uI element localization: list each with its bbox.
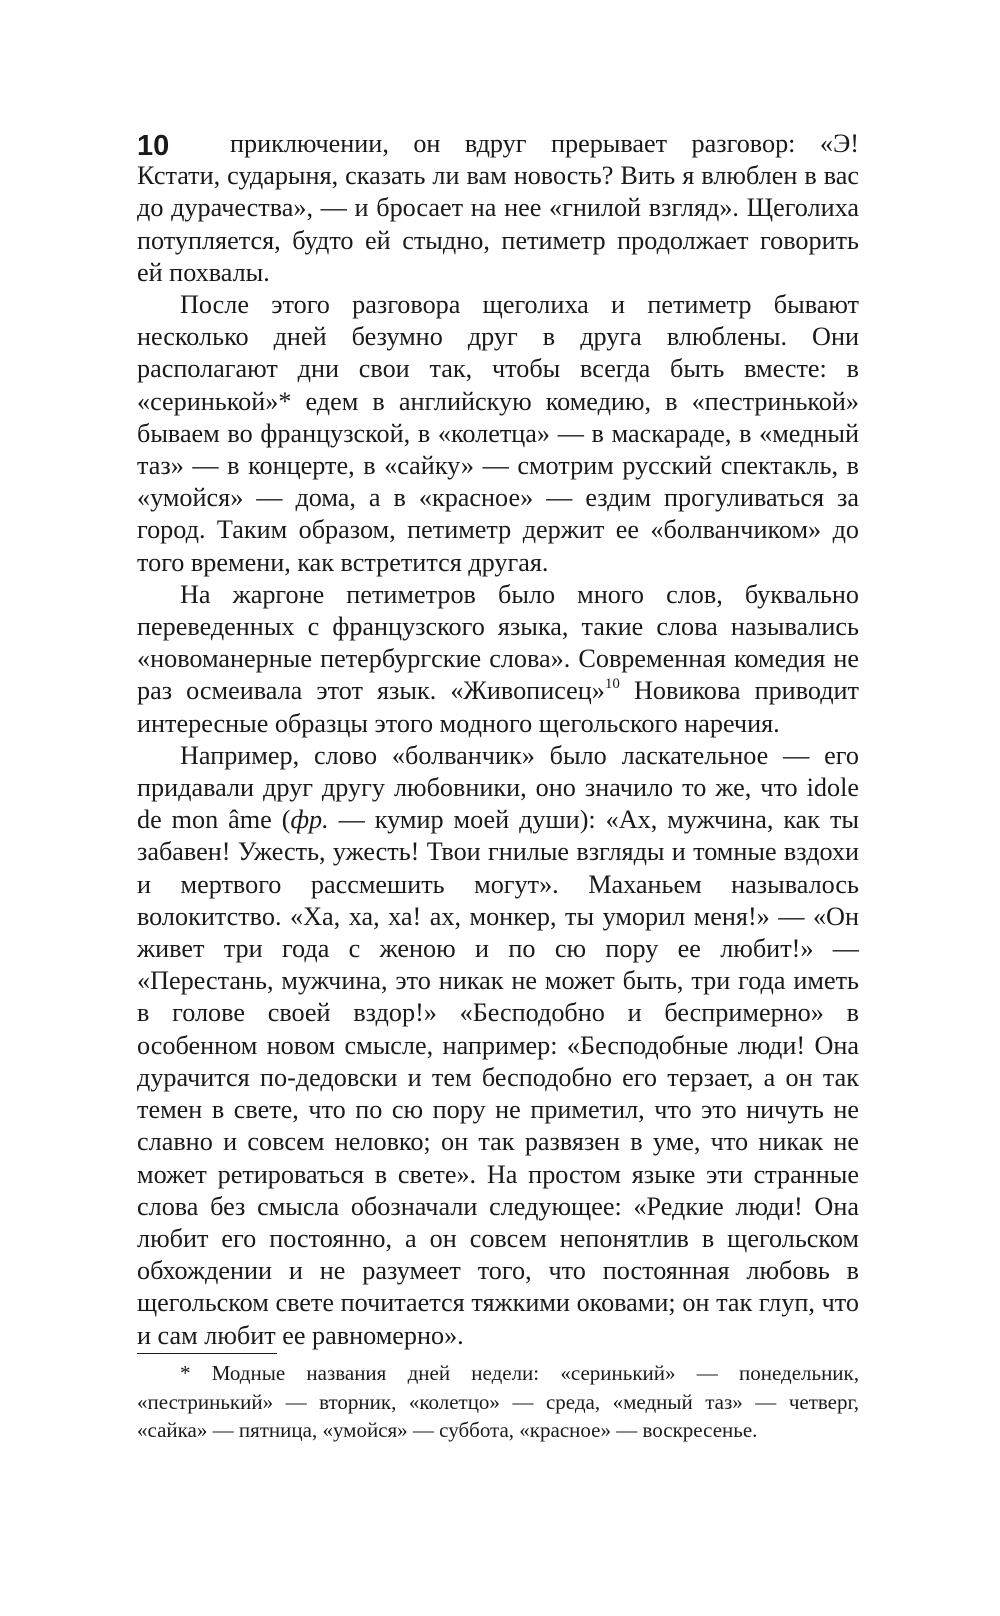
paragraph-3: [137, 579, 859, 740]
paragraph-3-text-after: Новикова приводит интересные образцы этого модного щегольского наречия.: [137, 676, 860, 738]
paragraph-4: [137, 740, 859, 1352]
paragraph-3-text-before: На жаргоне петиметров было много слов, буквально переведенных с французского языка, такие слова назывались «новоманерные петербургские слова». Современная комедия не раз осмеивала этот язык. «Живописец»: [137, 579, 859, 706]
paragraph-2: После этого разговора щеголиха и петиметр бывают несколько дней безумно друг в друга влюблены. Они располагают дни свои так, чтобы всегда быть вместе: в «серинькой»* едем в английскую комедию, в «пестринькой» бываем во французской, в «колетца» — в маскараде, в «медный таз» — в концерте, в «сайку» — смотрим русский спектакль, в «умойся» — дома, а в «красное» — ездим прогуливаться за город. Таким образом, петиметр держит ее «болванчиком» до того времени, как встретится другая.: [137, 290, 859, 577]
footnote-divider: [137, 1353, 277, 1354]
paragraph-4-text-after: — кумир моей души): «Ах, мужчина, как ты забавен! Ужесть, ужесть! Твои гнилые взгляды и томные вздохи и мертвого рассмешить могут». Маханьем называлось волокитство. «Ха, ха, ха! ах, монкер, ты уморил меня!» — «Он живет три года с женою и по сю пору ее любит!» — «Перестань, мужчина, это никак не может быть, три года иметь в голове своей вздор!» «Бесподобно и беспримерно» в особенном новом смысле, например: «Бесподобные люди! Она дурачится по-дедовски и тем бесподобно его терзает, а он так темен в свете, что по сю пору не приметил, что это ничуть не славно и совсем неловко; он так развязен в уме, что никак не может ретироваться в свете». На простом языке эти странные слова без смысла обозначали следующее: «Редкие люди! Она любит его постоянно, а он совсем непонятлив в щегольском обхождении и не разумеет того, что постоянная любовь в щегольском свете почитается тяжкими оковами; он так глуп, что и сам любит ее равномерно».: [137, 805, 859, 1350]
footnote-reference: 10: [604, 676, 620, 693]
paragraph-1: приключении, он вдруг прерывает разговор: «Э! Кстати, сударыня, сказать ли вам новость? Вить я влюблен в вас до дурачества», — и бросает на нее «гнилой взгляд». Щеголиха потупляется, будто ей стыдно, петиметр продолжает говорить ей похвалы.: [137, 129, 859, 287]
footnote: * Модные названия дней недели: «серинький» — понедельник, «пестринький» — вторник, «колетцо» — среда, «медный таз» — четверг, «сайка» — пятница, «умойся» — суббота, «красное» — воскресенье.: [137, 1361, 859, 1442]
body-text: [137, 128, 859, 1352]
page-number: 10: [137, 130, 170, 162]
language-abbreviation: фр.: [290, 805, 329, 835]
paragraph-4-text-before: Например, слово «болванчик» было ласкательное — его придавали друг другу любовники, оно значило то же, что idole de mon âme (: [137, 740, 859, 835]
